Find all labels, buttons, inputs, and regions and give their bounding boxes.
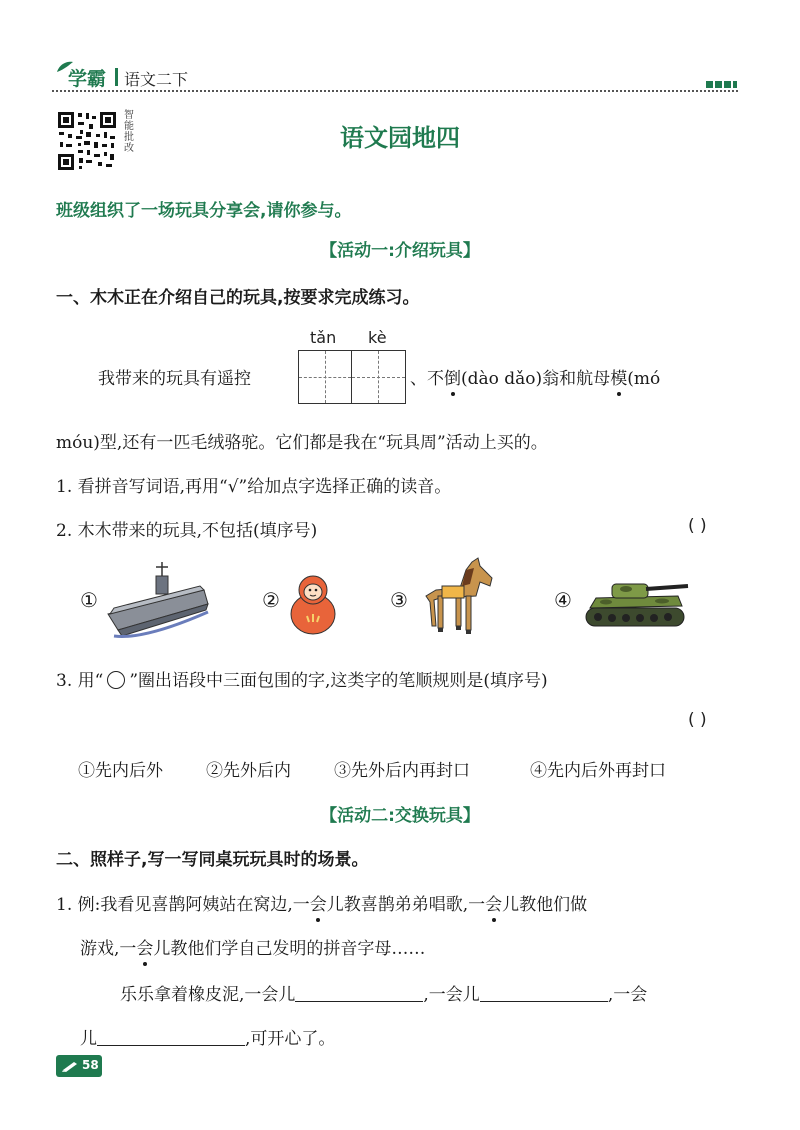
- activity1-heading: 【活动一:介绍玩具】: [320, 241, 480, 261]
- option-1: ①先内后外: [78, 761, 163, 781]
- passage-line1-rest: 、不倒(dào dǎo)翁和航母模(mó: [410, 369, 661, 389]
- dotted-char: 模: [610, 369, 628, 389]
- question2-heading: 二、照样子,写一写同桌玩玩具时的场景。: [56, 850, 369, 870]
- tank-icon: [582, 574, 690, 632]
- brand-logo: 学霸: [68, 68, 107, 90]
- pinyin-ke: kè: [368, 328, 387, 347]
- intro-text: 班级组织了一场玩具分享会,请你参与。: [56, 201, 352, 221]
- aircraft-carrier-icon: [104, 560, 210, 640]
- toy-label-2: ②: [262, 588, 280, 612]
- task-line2: 儿 ,可开心了。: [80, 1029, 336, 1049]
- toy-label-4: ④: [554, 588, 572, 612]
- example-line1: 1. 例:我看见喜鹊阿姨站在窝边,一会儿教喜鹊弟弟唱歌,一会儿教他们做: [56, 895, 588, 915]
- header-divider: [52, 90, 738, 92]
- toy-label-1: ①: [80, 588, 98, 612]
- passage-line1-start: 我带来的玩具有遥控: [98, 369, 251, 389]
- sub-question-3: 3. 用“ ”圈出语段中三面包围的字,这类字的笔顺规则是(填序号): [56, 671, 548, 691]
- tianzige-box[interactable]: [351, 350, 406, 404]
- page-number: 58: [82, 1058, 99, 1072]
- book-title: 语文二下: [124, 70, 189, 89]
- sub-question-1: 1. 看拼音写词语,再用“√”给加点字选择正确的读音。: [56, 477, 452, 497]
- option-2: ②先外后内: [206, 761, 291, 781]
- tianzige-answer-boxes[interactable]: [298, 350, 406, 404]
- answer-blank[interactable]: [295, 1001, 423, 1002]
- tianzige-box[interactable]: [298, 350, 352, 404]
- toy-label-3: ③: [390, 588, 408, 612]
- pinyin-tan: tǎn: [310, 328, 337, 347]
- page-title: 语文园地四: [340, 124, 460, 152]
- option-3: ③先外后内再封口: [334, 761, 470, 781]
- task-line1: 乐乐拿着橡皮泥,一会儿 ,一会儿 ,一会: [120, 985, 648, 1005]
- circle-mark-icon: [107, 671, 125, 689]
- pencil-icon: [62, 1060, 78, 1072]
- answer-blank[interactable]: [480, 1001, 608, 1002]
- example-line2: 游戏,一会儿教他们学自己发明的拼音字母……: [80, 939, 426, 959]
- tumbler-doll-icon: [288, 570, 338, 636]
- dotted-char: 倒: [444, 369, 461, 389]
- answer-blank[interactable]: [97, 1045, 245, 1046]
- toy-horse-icon: [420, 556, 500, 640]
- qr-caption: 智能批改: [124, 110, 134, 154]
- question1-heading: 一、木木正在介绍自己的玩具,按要求完成练习。: [56, 288, 420, 308]
- sub-question-2: 2. 木木带来的玩具,不包括(填序号): [56, 521, 318, 541]
- activity2-heading: 【活动二:交换玩具】: [320, 806, 480, 826]
- passage-line2: móu)型,还有一匹毛绒骆驼。它们都是我在“玩具周”活动上买的。: [56, 433, 548, 453]
- answer-blank[interactable]: ( ): [688, 516, 707, 536]
- brand-divider: [115, 68, 118, 86]
- answer-blank[interactable]: ( ): [688, 710, 707, 730]
- option-4: ④先内后外再封口: [530, 761, 666, 781]
